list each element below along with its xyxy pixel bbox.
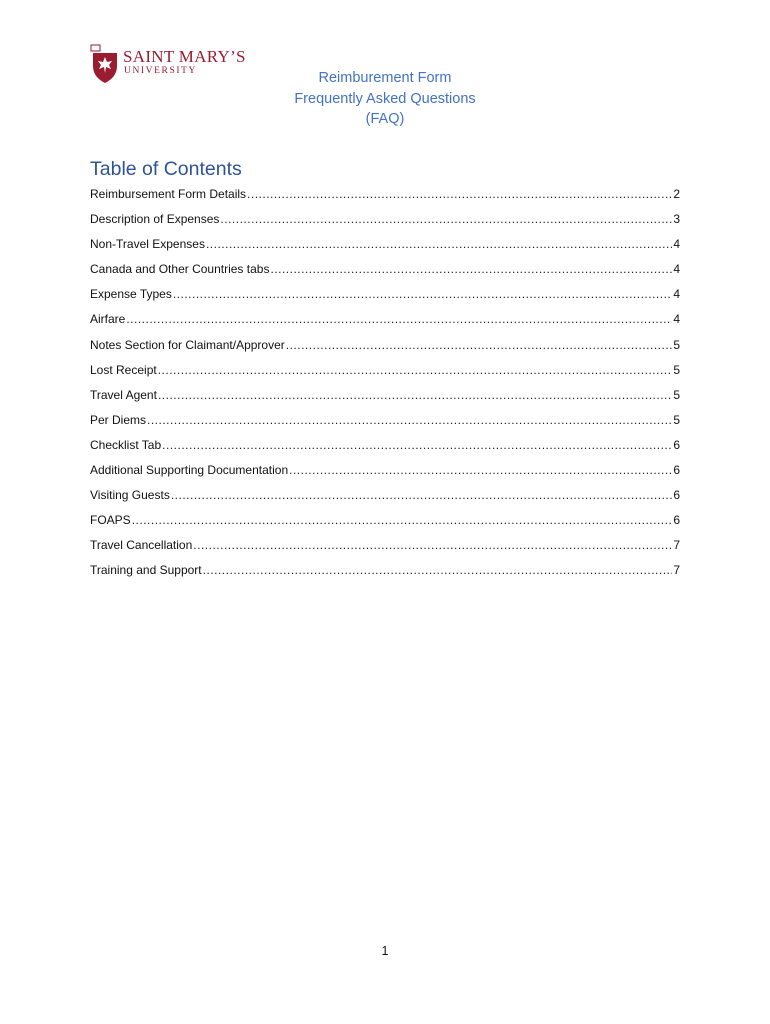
logo-name: SAINT MARY’S bbox=[123, 47, 246, 66]
toc-entry-page: 3 bbox=[673, 212, 680, 227]
toc-entry-label: Canada and Other Countries tabs bbox=[90, 262, 270, 277]
title-line-2: Frequently Asked Questions bbox=[294, 90, 476, 107]
toc-entry[interactable] bbox=[90, 209, 680, 234]
toc-entry-label: Non-Travel Expenses bbox=[90, 237, 205, 252]
toc-entry-page: 4 bbox=[673, 287, 680, 302]
toc-entry[interactable] bbox=[90, 410, 680, 435]
toc-entry[interactable] bbox=[90, 435, 680, 460]
toc-entry[interactable] bbox=[90, 284, 680, 309]
table-of-contents bbox=[90, 184, 680, 586]
toc-entry[interactable] bbox=[90, 535, 680, 560]
toc-leader-dots bbox=[286, 335, 673, 355]
page-number: 1 bbox=[381, 944, 389, 958]
toc-leader-dots bbox=[173, 284, 672, 304]
toc-entry-label: Additional Supporting Documentation bbox=[90, 463, 289, 478]
toc-entry-page: 5 bbox=[673, 412, 680, 427]
document-title bbox=[0, 68, 770, 130]
title-line-1: Reimburement Form bbox=[318, 70, 452, 86]
toc-entry-label: Reimbursement Form Details bbox=[90, 187, 247, 201]
toc-entry-page: 5 bbox=[673, 337, 680, 352]
toc-heading: Table of Contents bbox=[90, 158, 242, 180]
title-line-3: (FAQ) bbox=[365, 111, 405, 127]
toc-leader-dots bbox=[193, 535, 672, 555]
toc-entry-label: Per Diems bbox=[90, 412, 147, 427]
toc-entry-label: Notes Section for Claimant/Approver bbox=[90, 337, 285, 352]
toc-entry[interactable] bbox=[90, 184, 680, 209]
toc-entry[interactable] bbox=[90, 360, 680, 385]
toc-entry-page: 4 bbox=[673, 237, 680, 252]
toc-leader-dots bbox=[270, 259, 672, 279]
toc-entry-page: 6 bbox=[673, 463, 680, 478]
toc-leader-dots bbox=[206, 234, 672, 254]
toc-leader-dots bbox=[247, 184, 672, 204]
toc-leader-dots bbox=[203, 560, 673, 580]
toc-entry-label: Training and Support bbox=[90, 563, 202, 578]
toc-entry-page: 4 bbox=[673, 312, 680, 327]
toc-entry-page: 5 bbox=[673, 362, 680, 377]
toc-entry[interactable] bbox=[90, 460, 680, 485]
toc-leader-dots bbox=[132, 510, 673, 530]
toc-entry[interactable] bbox=[90, 510, 680, 535]
toc-entry[interactable] bbox=[90, 385, 680, 410]
toc-entry-page: 6 bbox=[673, 437, 680, 452]
toc-entry-label: Travel Agent bbox=[90, 387, 157, 402]
toc-entry[interactable] bbox=[90, 335, 680, 360]
toc-entry-label: Checklist Tab bbox=[90, 437, 162, 452]
toc-entry-page: 6 bbox=[673, 488, 680, 503]
logo-subtitle: UNIVERSITY bbox=[124, 66, 197, 76]
toc-entry[interactable] bbox=[90, 560, 680, 585]
toc-entry[interactable] bbox=[90, 485, 680, 510]
toc-entry-page: 6 bbox=[673, 513, 680, 528]
toc-leader-dots bbox=[162, 435, 672, 455]
toc-leader-dots bbox=[126, 309, 672, 329]
toc-entry[interactable] bbox=[90, 309, 680, 334]
toc-entry-label: Description of Expenses bbox=[90, 212, 220, 227]
toc-entry-label: Travel Cancellation bbox=[90, 538, 193, 553]
toc-entry-page: 4 bbox=[673, 262, 680, 277]
toc-entry[interactable] bbox=[90, 259, 680, 284]
toc-entry-label: Lost Receipt bbox=[90, 362, 157, 377]
toc-entry-label: Visiting Guests bbox=[90, 488, 170, 503]
toc-entry-page: 7 bbox=[673, 538, 680, 553]
toc-leader-dots bbox=[171, 485, 672, 505]
toc-leader-dots bbox=[289, 460, 672, 480]
toc-entry-page: 5 bbox=[673, 387, 680, 402]
toc-leader-dots bbox=[158, 360, 673, 380]
toc-entry-label: Expense Types bbox=[90, 287, 172, 302]
toc-leader-dots bbox=[147, 410, 672, 430]
toc-leader-dots bbox=[158, 385, 672, 405]
toc-entry-label: FOAPS bbox=[90, 513, 131, 528]
toc-entry[interactable] bbox=[90, 234, 680, 259]
toc-entry-page: 2 bbox=[673, 187, 680, 201]
toc-leader-dots bbox=[220, 209, 672, 229]
toc-entry-page: 7 bbox=[673, 563, 680, 578]
toc-entry-label: Airfare bbox=[90, 312, 126, 327]
